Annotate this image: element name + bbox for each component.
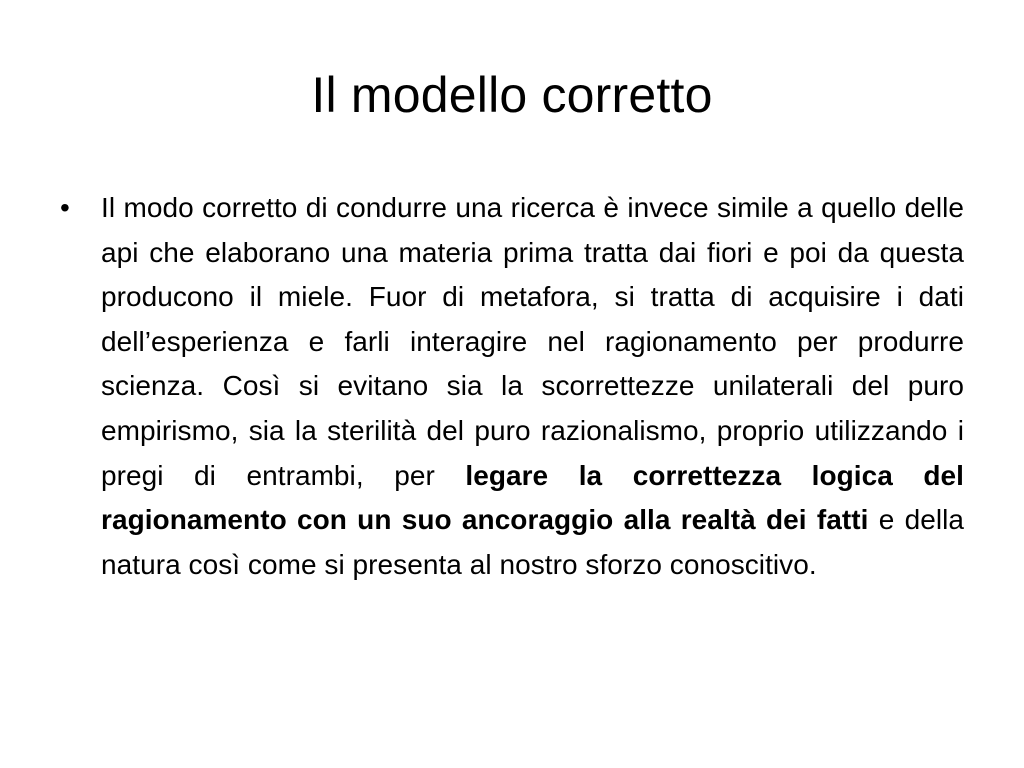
bullet-text-after: e della natura così come si presenta al nostro sforzo conoscitivo. <box>101 504 964 580</box>
bullet-icon: • <box>60 192 70 223</box>
bullet-text-before: Il modo corretto di condurre una ricerca è invece simile a quello delle api che elaborano una materia prima tratta dai fiori e poi da questa producono il miele. Fuor di metafora, si tratta di acquisire i dati dell’esperienza e farli interagire nel ragionamento per produrre scienza. Così si evitano sia la scorrettezze unilaterali del puro empirismo, sia la sterilità del puro razionalismo, proprio utilizzando i pregi di entrambi, per <box>101 192 964 491</box>
slide-title: Il modello corretto <box>311 67 713 123</box>
bullet-item <box>60 186 964 587</box>
bullet-text-bold: legare la correttezza logica del ragionamento con un suo ancoraggio alla realtà dei fatti <box>101 459 964 536</box>
slide-content <box>60 186 964 587</box>
